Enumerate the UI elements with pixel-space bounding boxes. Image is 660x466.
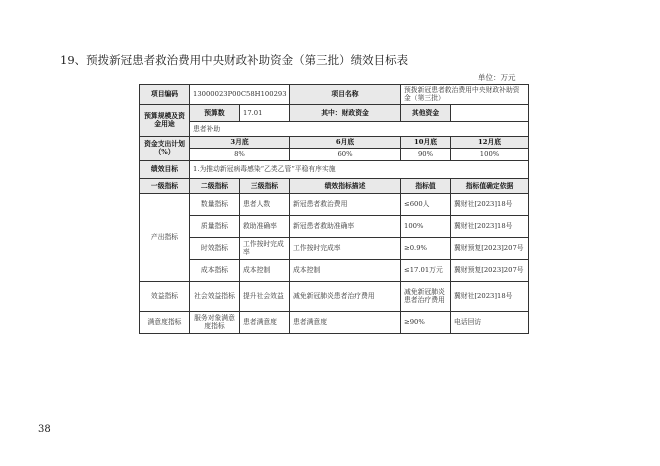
indicator-description: 患者满意度 bbox=[290, 311, 401, 333]
table-row bbox=[140, 121, 529, 136]
indicator-value: ≥0.9% bbox=[401, 237, 451, 259]
indicator-value: ≥90% bbox=[401, 311, 451, 333]
level2-indicator: 质量指标 bbox=[190, 215, 240, 237]
budget-amount: 17.01 bbox=[240, 104, 290, 121]
funds-usage: 患者补助 bbox=[190, 121, 529, 136]
table-row bbox=[140, 148, 529, 160]
other-funds-label: 其他资金 bbox=[401, 104, 451, 121]
plan-header: 12月底 bbox=[451, 136, 529, 148]
column-header: 指标值 bbox=[401, 178, 451, 193]
column-header: 三级指标 bbox=[240, 178, 290, 193]
column-header: 指标值确定依据 bbox=[451, 178, 529, 193]
table-row bbox=[140, 215, 529, 237]
level3-indicator: 工作按时完成率 bbox=[240, 237, 290, 259]
page-number: 38 bbox=[38, 424, 51, 435]
table-row bbox=[140, 104, 529, 121]
output-indicators-group: 产出指标 bbox=[140, 193, 190, 281]
project-code-label: 项目编码 bbox=[140, 85, 190, 105]
plan-value: 100% bbox=[451, 148, 529, 160]
performance-table bbox=[139, 84, 529, 334]
indicator-value: 减免新冠肺炎患者治疗费用 bbox=[401, 281, 451, 311]
goal-label: 绩效目标 bbox=[140, 160, 190, 178]
table-row bbox=[140, 178, 529, 193]
goal-text: 1.为推动新冠病毒感染“乙类乙管”平稳有序实施 bbox=[190, 160, 529, 178]
level3-indicator: 救助准确率 bbox=[240, 215, 290, 237]
indicator-basis: 冀财社[2023]18号 bbox=[451, 215, 529, 237]
indicator-description: 新冠患者救治费用 bbox=[290, 193, 401, 215]
indicator-basis: 冀财预复[2023]207号 bbox=[451, 259, 529, 281]
table-row bbox=[140, 237, 529, 259]
level2-indicator: 社会效益指标 bbox=[190, 281, 240, 311]
satisfaction-indicators-group: 满意度指标 bbox=[140, 311, 190, 333]
plan-value: 60% bbox=[290, 148, 401, 160]
indicator-value: ≤600人 bbox=[401, 193, 451, 215]
page-title: 19、预拨新冠患者救治费用中央财政补助资金（第三批）绩效目标表 bbox=[60, 53, 409, 67]
indicator-basis: 冀财预复[2023]207号 bbox=[451, 237, 529, 259]
table-row bbox=[140, 311, 529, 333]
table-row bbox=[140, 281, 529, 311]
budget-label: 预算规模及资金用途 bbox=[140, 104, 190, 136]
indicator-value: ≤17.01万元 bbox=[401, 259, 451, 281]
indicator-description: 减免新冠肺炎患者治疗费用 bbox=[290, 281, 401, 311]
project-name: 预拨新冠患者救治费用中央财政补助资金（第三批） bbox=[401, 85, 529, 105]
level3-indicator: 提升社会效益 bbox=[240, 281, 290, 311]
central-funds-label: 其中：财政资金 bbox=[290, 104, 401, 121]
project-name-label: 项目名称 bbox=[290, 85, 401, 105]
other-funds-amount bbox=[451, 104, 529, 121]
plan-label: 资金支出计划（%） bbox=[140, 136, 190, 160]
table-row bbox=[140, 160, 529, 178]
table-row bbox=[140, 85, 529, 105]
level2-indicator: 数量指标 bbox=[190, 193, 240, 215]
plan-value: 8% bbox=[190, 148, 290, 160]
plan-header: 10月底 bbox=[401, 136, 451, 148]
unit-label: 单位：万元 bbox=[478, 73, 516, 82]
indicator-basis: 冀财社[2023]18号 bbox=[451, 281, 529, 311]
indicator-basis: 冀财社[2023]18号 bbox=[451, 193, 529, 215]
level2-indicator: 成本指标 bbox=[190, 259, 240, 281]
level3-indicator: 患者人数 bbox=[240, 193, 290, 215]
benefit-indicators-group: 效益指标 bbox=[140, 281, 190, 311]
column-header: 二级指标 bbox=[190, 178, 240, 193]
indicator-basis: 电话回访 bbox=[451, 311, 529, 333]
indicator-description: 工作按时完成率 bbox=[290, 237, 401, 259]
table-row bbox=[140, 136, 529, 148]
indicator-value: 100% bbox=[401, 215, 451, 237]
table-row bbox=[140, 193, 529, 215]
level3-indicator: 患者满意度 bbox=[240, 311, 290, 333]
column-header: 绩效指标描述 bbox=[290, 178, 401, 193]
column-header: 一级指标 bbox=[140, 178, 190, 193]
indicator-description: 成本控制 bbox=[290, 259, 401, 281]
plan-header: 3月底 bbox=[190, 136, 290, 148]
plan-value: 90% bbox=[401, 148, 451, 160]
level3-indicator: 成本控制 bbox=[240, 259, 290, 281]
level2-indicator: 时效指标 bbox=[190, 237, 240, 259]
plan-header: 6月底 bbox=[290, 136, 401, 148]
table-row bbox=[140, 259, 529, 281]
project-code: 13000023P00C58H100293 bbox=[190, 85, 290, 105]
indicator-description: 新冠患者救助准确率 bbox=[290, 215, 401, 237]
level2-indicator: 服务对象满意度指标 bbox=[190, 311, 240, 333]
budget-amount-label: 预算数 bbox=[190, 104, 240, 121]
